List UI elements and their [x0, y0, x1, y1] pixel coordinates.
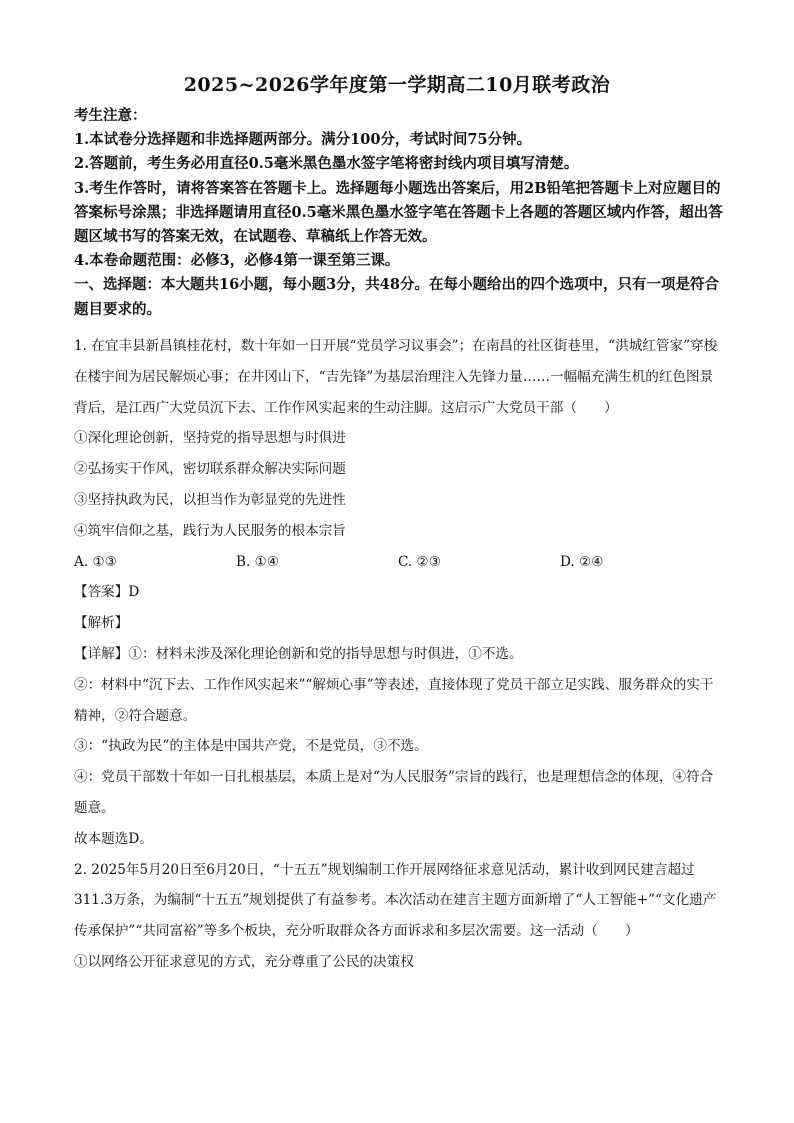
option-a: A. ①③ — [74, 553, 117, 570]
section-heading: 一、选择题：本大题共16小题，每小题3分，共48分。在每小题给出的四个选项中，只有一项是符合题目要求的。 — [74, 276, 719, 318]
question-2-stem: 2. 2025年5月20日至6月20日，“十五五”规划编制工作开展网络征求意见活动，累计收到网民建言超过311.3万条，为编制“十五五”规划提供了有益参考。本次活动在建言主题方面新增了“人工智能+”“文化遗产传承保护”“共同富裕”等多个板块，充分听取群众各方面诉求和多层次需要。这一活动（ ） — [74, 861, 717, 940]
notice-heading: 考生注意： — [74, 107, 147, 124]
question-1-options — [74, 547, 722, 578]
detail-line: ④：党员干部数十年如一日扎根基层，本质上是对“为人民服务”宗旨的践行，也是理想信念的体现，④符合题意。 — [74, 769, 714, 816]
question-1-statement: ④筑牢信仰之基，践行为人民服务的根本宗旨 — [74, 522, 346, 539]
detail-line: ②：材料中“沉下去、工作作风实起来”“解烦心事”等表述，直接体现了党员干部立足实践、服务群众的实干精神，②符合题意。 — [74, 676, 714, 724]
notice-item: 3.考生作答时，请将答案答在答题卡上。选择题每小题选出答案后，用2B铅笔把答题卡上对应题目的答案标号涂黑；非选择题请用直径0.5毫米黑色墨水签字笔在答题卡上各题的答题区域内作答，超出答题区域书写的答案无效，在试题卷、草稿纸上作答无效。 — [74, 179, 723, 246]
question-1-stem: 1. 在宜丰县新昌镇桂花村，数十年如一日开展“党员学习议事会”；在南昌的社区街巷里，“洪城红管家”穿梭在楼宇间为居民解烦心事；在井冈山下，“吉先锋”为基层治理注入先锋力量……一幅幅充满生机的红色图景背后，是江西广大党员沉下去、工作作风实起来的生动注脚。这启示广大党员干部（ ） — [74, 338, 718, 416]
detail-line — [74, 639, 722, 670]
notice-item: 2.答题前，考生务必用直径0.5毫米黑色墨水签字笔将密封线内项目填写清楚。 — [74, 155, 579, 173]
option-c: C. ②③ — [398, 553, 441, 570]
detail-line: ③：“执政为民”的主体是中国共产党，不是党员，③不选。 — [74, 738, 428, 755]
detail-tag: 【详解】 — [74, 645, 129, 662]
question-1-statement: ③坚持执政为民，以担当作为彰显党的先进性 — [74, 491, 346, 508]
answer-value: D — [128, 584, 140, 601]
analysis-tag: 【解析】 — [74, 615, 129, 632]
notice-item: 4.本卷命题范围：必修3，必修4第一课至第三课。 — [74, 252, 400, 270]
exam-notice — [74, 104, 724, 322]
question-1-statement: ②弘扬实干作风，密切联系群众解决实际问题 — [74, 461, 346, 478]
question-2-statement: ①以网络公开征求意见的方式，充分尊重了公民的决策权 — [74, 953, 414, 970]
option-d: D. ②④ — [560, 553, 604, 570]
answer-tag: 【答案】 — [74, 584, 129, 601]
notice-item: 1.本试卷分选择题和非选择题两部分。满分100分，考试时间75分钟。 — [74, 131, 532, 149]
question-body — [74, 331, 722, 978]
question-1-statement: ①深化理论创新，坚持党的指导思想与时俱进 — [74, 430, 346, 447]
detail-text: ①：材料未涉及深化理论创新和党的指导思想与时俱进，①不选。 — [128, 645, 523, 662]
option-b: B. ①④ — [236, 553, 280, 570]
page-title: 2025~2026学年度第一学期高二10月联考政治 — [183, 74, 611, 96]
conclusion: 故本题选D。 — [74, 830, 153, 847]
answer-line — [74, 577, 722, 608]
